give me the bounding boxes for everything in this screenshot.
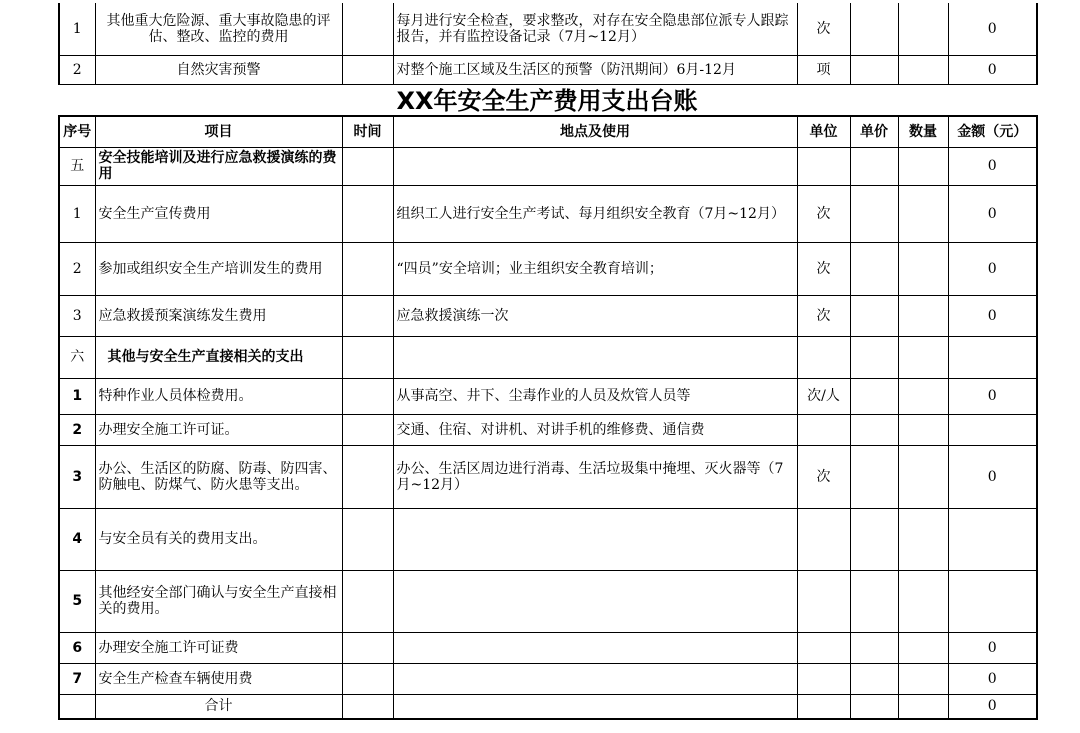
row-number: 1 — [59, 185, 95, 242]
header-use: 地点及使用 — [393, 116, 797, 147]
qty-cell — [898, 295, 948, 336]
price-cell — [850, 445, 898, 508]
amount-cell — [948, 508, 1037, 570]
item-cell: 其他重大危险源、重大事故隐患的评估、整改、监控的费用 — [95, 3, 342, 55]
amount-cell — [948, 336, 1037, 378]
qty-cell — [898, 55, 948, 84]
time-cell — [342, 414, 393, 445]
price-cell — [850, 295, 898, 336]
table-row — [59, 242, 1037, 295]
item-cell: 办理安全施工许可证。 — [95, 414, 342, 445]
item-cell: 与安全员有关的费用支出。 — [95, 508, 342, 570]
price-cell — [850, 336, 898, 378]
row-number: 6 — [59, 632, 95, 663]
item-cell: 安全生产宣传费用 — [95, 185, 342, 242]
price-cell — [850, 3, 898, 55]
time-cell — [342, 3, 393, 55]
page-title: XX年安全生产费用支出台账 — [396, 87, 698, 115]
time-cell — [342, 336, 393, 378]
price-cell — [850, 242, 898, 295]
time-cell — [342, 508, 393, 570]
time-cell — [342, 147, 393, 185]
time-cell — [342, 185, 393, 242]
unit-cell — [797, 147, 850, 185]
item-cell: 办公、生活区的防腐、防毒、防四害、防触电、防煤气、防火患等支出。 — [95, 445, 342, 508]
table-row — [59, 378, 1037, 414]
unit-cell: 次 — [797, 185, 850, 242]
usage-cell: 交通、住宿、对讲机、对讲手机的维修费、通信费 — [393, 414, 797, 445]
row-number: 3 — [59, 445, 95, 508]
amount-cell — [948, 570, 1037, 632]
ledger-table — [58, 115, 1038, 720]
unit-cell — [797, 336, 850, 378]
qty-cell — [898, 632, 948, 663]
time-cell — [342, 378, 393, 414]
price-cell — [850, 147, 898, 185]
amount-cell: 0 — [948, 632, 1037, 663]
item-cell: 特种作业人员体检费用。 — [95, 378, 342, 414]
time-cell — [342, 445, 393, 508]
unit-cell — [797, 632, 850, 663]
qty-cell — [898, 147, 948, 185]
price-cell — [850, 55, 898, 84]
table-row — [59, 414, 1037, 445]
table-row — [59, 663, 1037, 694]
total-label: 合计 — [95, 694, 342, 719]
price-cell — [850, 570, 898, 632]
row-number: 1 — [59, 378, 95, 414]
amount-cell: 0 — [948, 445, 1037, 508]
row-number: 1 — [59, 3, 95, 55]
header-qty: 数量 — [898, 116, 948, 147]
usage-cell: 组织工人进行安全生产考试、每月组织安全教育（7月~12月） — [393, 185, 797, 242]
usage-cell — [393, 663, 797, 694]
section-row — [59, 336, 1037, 378]
usage-cell — [393, 508, 797, 570]
time-cell — [342, 295, 393, 336]
price-cell — [850, 663, 898, 694]
usage-cell: 办公、生活区周边进行消毒、生活垃圾集中掩埋、灭火器等（7月~12月） — [393, 445, 797, 508]
row-number: 六 — [59, 336, 95, 378]
qty-cell — [898, 508, 948, 570]
table-row — [59, 295, 1037, 336]
usage-cell — [393, 632, 797, 663]
amount-cell: 0 — [948, 378, 1037, 414]
item-cell: 自然灾害预警 — [95, 55, 342, 84]
table-row — [59, 632, 1037, 663]
amount-cell: 0 — [948, 147, 1037, 185]
time-cell — [342, 663, 393, 694]
unit-cell — [797, 508, 850, 570]
total-row — [59, 694, 1037, 719]
unit-cell — [797, 663, 850, 694]
item-cell: 应急救援预案演练发生费用 — [95, 295, 342, 336]
row-number: 5 — [59, 570, 95, 632]
unit-cell: 项 — [797, 55, 850, 84]
row-number: 五 — [59, 147, 95, 185]
usage-cell — [393, 336, 797, 378]
unit-cell — [797, 570, 850, 632]
item-cell: 其他与安全生产直接相关的支出 — [95, 336, 342, 378]
usage-cell: 从事高空、井下、尘毒作业的人员及炊管人员等 — [393, 378, 797, 414]
usage-cell: 对整个施工区域及生活区的预警（防汛期间）6月-12月 — [393, 55, 797, 84]
qty-cell — [898, 378, 948, 414]
row-number: 3 — [59, 295, 95, 336]
item-cell: 安全技能培训及进行应急救援演练的费用 — [95, 147, 342, 185]
header-amount: 金额（元） — [948, 116, 1037, 147]
qty-cell — [898, 185, 948, 242]
table-row — [59, 570, 1037, 632]
total-amount: 0 — [948, 694, 1037, 719]
price-cell — [850, 185, 898, 242]
unit-cell — [797, 414, 850, 445]
section-row — [59, 147, 1037, 185]
header-item: 项目 — [95, 116, 342, 147]
item-cell: 办理安全施工许可证费 — [95, 632, 342, 663]
amount-cell — [948, 414, 1037, 445]
previous-section-table — [58, 3, 1038, 85]
row-number: 2 — [59, 414, 95, 445]
table-row — [59, 55, 1037, 84]
amount-cell: 0 — [948, 3, 1037, 55]
amount-cell: 0 — [948, 242, 1037, 295]
usage-cell: 每月进行安全检查，要求整改，对存在安全隐患部位派专人跟踪报告，并有监控设备记录（7月~12月） — [393, 3, 797, 55]
time-cell — [342, 632, 393, 663]
time-cell — [342, 55, 393, 84]
unit-cell: 次 — [797, 445, 850, 508]
qty-cell — [898, 242, 948, 295]
usage-cell — [393, 570, 797, 632]
price-cell — [850, 378, 898, 414]
header-no: 序号 — [59, 116, 95, 147]
unit-cell: 次 — [797, 295, 850, 336]
table-row — [59, 3, 1037, 55]
unit-cell: 次/人 — [797, 378, 850, 414]
item-cell: 其他经安全部门确认与安全生产直接相关的费用。 — [95, 570, 342, 632]
amount-cell: 0 — [948, 295, 1037, 336]
row-number: 2 — [59, 242, 95, 295]
header-price: 单价 — [850, 116, 898, 147]
table-row — [59, 185, 1037, 242]
qty-cell — [898, 663, 948, 694]
usage-cell — [393, 147, 797, 185]
table-row — [59, 508, 1037, 570]
usage-cell: 应急救援演练一次 — [393, 295, 797, 336]
qty-cell — [898, 414, 948, 445]
qty-cell — [898, 445, 948, 508]
item-cell: 参加或组织安全生产培训发生的费用 — [95, 242, 342, 295]
price-cell — [850, 414, 898, 445]
header-unit: 单位 — [797, 116, 850, 147]
unit-cell: 次 — [797, 3, 850, 55]
amount-cell: 0 — [948, 185, 1037, 242]
price-cell — [850, 632, 898, 663]
unit-cell: 次 — [797, 242, 850, 295]
header-time: 时间 — [342, 116, 393, 147]
item-cell: 安全生产检查车辆使用费 — [95, 663, 342, 694]
row-number: 2 — [59, 55, 95, 84]
table-row — [59, 445, 1037, 508]
qty-cell — [898, 336, 948, 378]
header-row — [59, 116, 1037, 147]
time-cell — [342, 570, 393, 632]
usage-cell: “四员”安全培训；业主组织安全教育培训； — [393, 242, 797, 295]
price-cell — [850, 508, 898, 570]
time-cell — [342, 242, 393, 295]
amount-cell: 0 — [948, 55, 1037, 84]
qty-cell — [898, 3, 948, 55]
row-number: 7 — [59, 663, 95, 694]
row-number: 4 — [59, 508, 95, 570]
qty-cell — [898, 570, 948, 632]
amount-cell: 0 — [948, 663, 1037, 694]
